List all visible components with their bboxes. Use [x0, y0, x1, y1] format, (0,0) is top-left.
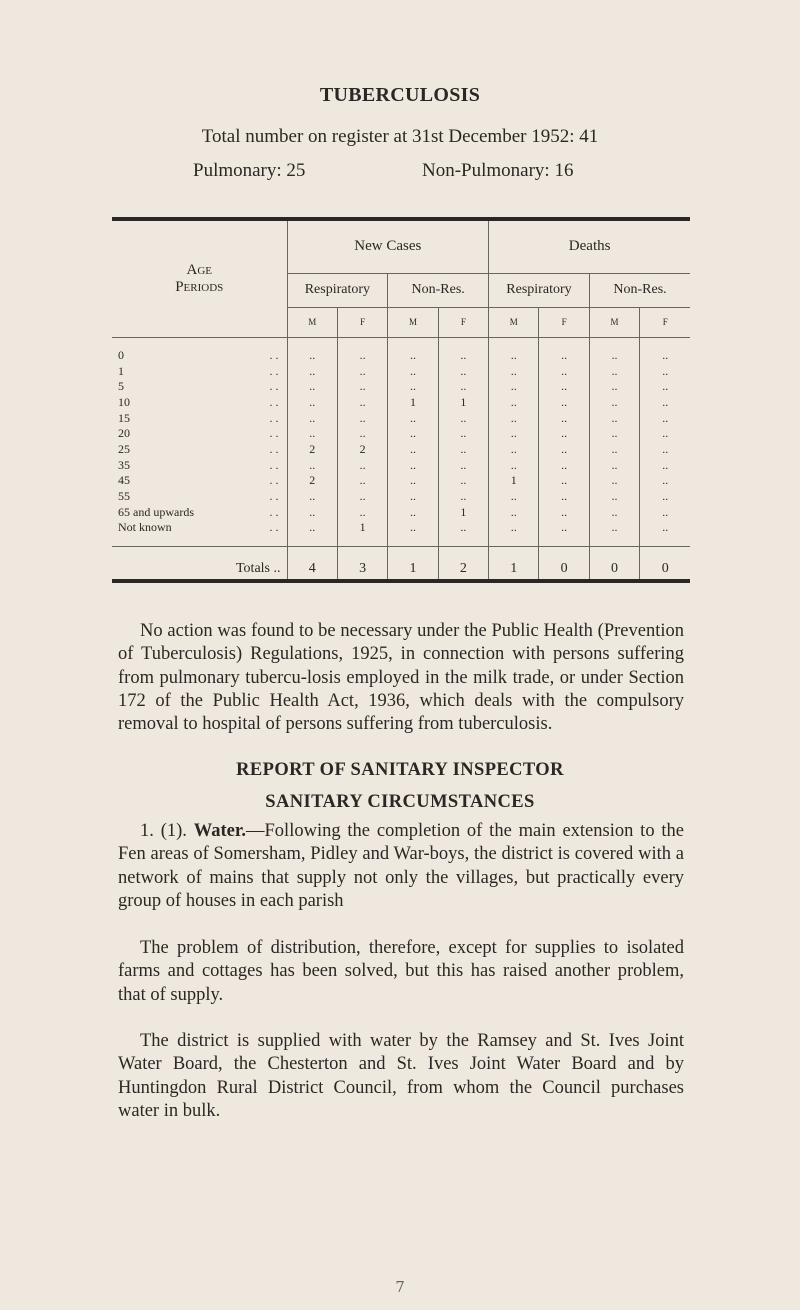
value-cell: .. [287, 337, 337, 363]
value-cell: .. [438, 337, 488, 363]
sex-header: F [438, 307, 488, 337]
value-cell: .. [287, 395, 337, 411]
age-label: 20 [118, 426, 130, 441]
value-cell: .. [489, 442, 539, 458]
table-row [112, 504, 690, 520]
value-cell: .. [640, 457, 690, 473]
value-cell: .. [589, 410, 639, 426]
leader-dots: . . [269, 504, 279, 519]
total-cell: 4 [287, 546, 337, 581]
age-label: 45 [118, 473, 130, 488]
value-cell: .. [388, 457, 438, 473]
sex-header: M [489, 307, 539, 337]
age-cell [112, 426, 287, 442]
non-pulmonary-count: Non-Pulmonary: 16 [422, 160, 574, 181]
water-label: Water. [193, 821, 247, 841]
leader-dots: . . [269, 489, 279, 504]
value-cell: .. [438, 473, 488, 489]
table-row [112, 489, 690, 505]
sex-header: M [287, 307, 337, 337]
water-number: 1. (1). [140, 821, 187, 841]
section-heading: SANITARY CIRCUMSTANCES [265, 792, 535, 812]
leader-dots: . . [269, 457, 279, 472]
value-cell: .. [640, 520, 690, 546]
value-cell: .. [539, 363, 589, 379]
totals-label: Totals .. [112, 546, 287, 581]
table-row [112, 442, 690, 458]
leader-dots: . . [269, 347, 279, 362]
value-cell: .. [640, 489, 690, 505]
value-cell: .. [539, 395, 589, 411]
total-cell: 3 [337, 546, 387, 581]
total-cell: 0 [589, 546, 639, 581]
total-cell: 0 [640, 546, 690, 581]
action-paragraph: No action was found to be necessary under the Public Health (Prevention of Tuberculosis) Regulations, 1925, in connection with persons suffering from pulmonary tubercu-losis employed in the milk trade, or under Section 172 of the Public Health Act, 1936, which deals with the compulsory removal to hospital of persons suffering from tuberculosis. [118, 621, 684, 735]
value-cell: .. [438, 520, 488, 546]
value-cell: .. [539, 379, 589, 395]
table-row [112, 426, 690, 442]
age-cell [112, 520, 287, 546]
sex-header: F [539, 307, 589, 337]
value-cell: .. [489, 379, 539, 395]
total-cell: 1 [388, 546, 438, 581]
value-cell: .. [337, 489, 387, 505]
value-cell: 2 [287, 442, 337, 458]
leader-dots: . . [269, 410, 279, 425]
value-cell: .. [539, 410, 589, 426]
value-cell: .. [287, 363, 337, 379]
total-cell: 2 [438, 546, 488, 581]
value-cell: .. [489, 395, 539, 411]
age-label: 10 [118, 394, 130, 409]
total-cell: 1 [489, 546, 539, 581]
value-cell: .. [640, 504, 690, 520]
value-cell: 2 [287, 473, 337, 489]
sex-header: F [640, 307, 690, 337]
age-label: 25 [118, 441, 130, 456]
leader-dots: . . [269, 426, 279, 441]
value-cell: .. [388, 504, 438, 520]
value-cell: .. [388, 489, 438, 505]
value-cell: .. [287, 520, 337, 546]
subgroup-header: Non-Res. [589, 273, 690, 307]
table-row [112, 410, 690, 426]
value-cell: .. [337, 504, 387, 520]
value-cell: .. [640, 410, 690, 426]
age-label: 5 [118, 379, 124, 394]
sex-header: F [337, 307, 387, 337]
value-cell: .. [640, 379, 690, 395]
value-cell: .. [489, 426, 539, 442]
page-number: 7 [395, 1278, 405, 1296]
leader-dots: . . [269, 441, 279, 456]
value-cell: .. [388, 363, 438, 379]
value-cell: .. [337, 363, 387, 379]
value-cell: .. [337, 473, 387, 489]
value-cell: .. [489, 363, 539, 379]
age-cell [112, 363, 287, 379]
age-cell [112, 489, 287, 505]
value-cell: .. [589, 363, 639, 379]
age-label: 15 [118, 410, 130, 425]
value-cell: .. [489, 337, 539, 363]
value-cell: .. [438, 410, 488, 426]
value-cell: .. [438, 489, 488, 505]
value-cell: .. [337, 337, 387, 363]
value-cell: 1 [438, 395, 488, 411]
value-cell: 1 [438, 504, 488, 520]
value-cell: .. [539, 337, 589, 363]
value-cell: .. [589, 442, 639, 458]
subgroup-header: Respiratory [287, 273, 388, 307]
value-cell: .. [489, 457, 539, 473]
totals-row [112, 546, 690, 581]
subgroup-header: Respiratory [489, 273, 590, 307]
water-text: —Following the completion of the main extension to the Fen areas of Somersham, Pidley and War-boys, the district is covered with a network of mains that supply not only the villages, but practically every group of houses in each parish [118, 821, 685, 911]
value-cell: .. [287, 504, 337, 520]
subgroup-header: Non-Res. [388, 273, 489, 307]
value-cell: .. [589, 473, 639, 489]
value-cell: .. [539, 457, 589, 473]
value-cell: .. [337, 379, 387, 395]
value-cell: .. [438, 426, 488, 442]
leader-dots: . . [269, 520, 279, 535]
age-label: 55 [118, 489, 130, 504]
table-row [112, 473, 690, 489]
age-cell [112, 410, 287, 426]
value-cell: .. [640, 426, 690, 442]
value-cell: .. [539, 473, 589, 489]
value-cell: .. [640, 473, 690, 489]
value-cell: .. [438, 457, 488, 473]
table-row [112, 379, 690, 395]
value-cell: .. [388, 337, 438, 363]
value-cell: .. [489, 410, 539, 426]
value-cell: .. [438, 379, 488, 395]
value-cell: .. [388, 379, 438, 395]
tuberculosis-table [112, 217, 690, 583]
value-cell: .. [539, 442, 589, 458]
report-heading: REPORT OF SANITARY INSPECTOR [236, 760, 564, 780]
value-cell: .. [589, 489, 639, 505]
value-cell: .. [337, 395, 387, 411]
value-cell: .. [337, 426, 387, 442]
age-label: 1 [118, 363, 124, 378]
value-cell: .. [287, 379, 337, 395]
age-cell [112, 337, 287, 363]
value-cell: .. [287, 489, 337, 505]
age-label: 0 [118, 347, 124, 362]
register-total: Total number on register at 31st December 1952: 41 [201, 126, 599, 147]
value-cell: .. [489, 504, 539, 520]
value-cell: .. [589, 337, 639, 363]
total-cell: 0 [539, 546, 589, 581]
sex-header: M [388, 307, 438, 337]
age-header-line: Age [186, 261, 212, 278]
deaths-header: Deaths [489, 219, 691, 273]
value-cell: .. [640, 442, 690, 458]
periods-header-line: Periods [175, 278, 224, 295]
value-cell: .. [589, 395, 639, 411]
value-cell: .. [640, 337, 690, 363]
value-cell: .. [640, 395, 690, 411]
value-cell: .. [539, 504, 589, 520]
value-cell: 1 [388, 395, 438, 411]
water-paragraph [118, 820, 684, 913]
table-row [112, 520, 690, 546]
age-cell [112, 504, 287, 520]
leader-dots: . . [269, 379, 279, 394]
value-cell: 1 [489, 473, 539, 489]
value-cell: 2 [337, 442, 387, 458]
new-cases-header: New Cases [287, 219, 489, 273]
value-cell: .. [287, 457, 337, 473]
age-cell [112, 379, 287, 395]
value-cell: .. [589, 520, 639, 546]
age-cell [112, 395, 287, 411]
value-cell: .. [539, 426, 589, 442]
age-cell [112, 473, 287, 489]
value-cell: 1 [337, 520, 387, 546]
table-row [112, 337, 690, 363]
value-cell: .. [589, 504, 639, 520]
value-cell: .. [388, 473, 438, 489]
table-row [112, 395, 690, 411]
pulmonary-count: Pulmonary: 25 [193, 160, 306, 181]
age-cell [112, 457, 287, 473]
table-row [112, 457, 690, 473]
age-label: Not known [118, 520, 172, 535]
value-cell: .. [337, 457, 387, 473]
value-cell: .. [287, 410, 337, 426]
value-cell: .. [489, 520, 539, 546]
value-cell: .. [388, 426, 438, 442]
supply-paragraph: The district is supplied with water by the Ramsey and St. Ives Joint Water Board, the Chesterton and St. Ives Joint Water Board and by Huntingdon Rural District Council, from whom the Council purchases water in bulk. [118, 1031, 684, 1121]
value-cell: .. [640, 363, 690, 379]
age-periods-header [112, 219, 287, 337]
leader-dots: . . [269, 363, 279, 378]
value-cell: .. [337, 410, 387, 426]
leader-dots: . . [269, 473, 279, 488]
value-cell: .. [287, 426, 337, 442]
distribution-paragraph: The problem of distribution, therefore, except for supplies to isolated farms and cottages has been solved, but this has raised another problem, that of supply. [118, 938, 684, 1005]
value-cell: .. [489, 489, 539, 505]
age-label: 35 [118, 457, 130, 472]
age-cell [112, 442, 287, 458]
value-cell: .. [438, 363, 488, 379]
value-cell: .. [388, 410, 438, 426]
value-cell: .. [589, 457, 639, 473]
value-cell: .. [539, 489, 589, 505]
value-cell: .. [589, 379, 639, 395]
table-row [112, 363, 690, 379]
age-label: 65 and upwards [118, 504, 194, 519]
leader-dots: . . [269, 394, 279, 409]
sex-header: M [589, 307, 639, 337]
value-cell: .. [589, 426, 639, 442]
page-heading: TUBERCULOSIS [319, 84, 481, 106]
value-cell: .. [388, 442, 438, 458]
value-cell: .. [539, 520, 589, 546]
value-cell: .. [438, 442, 488, 458]
value-cell: .. [388, 520, 438, 546]
